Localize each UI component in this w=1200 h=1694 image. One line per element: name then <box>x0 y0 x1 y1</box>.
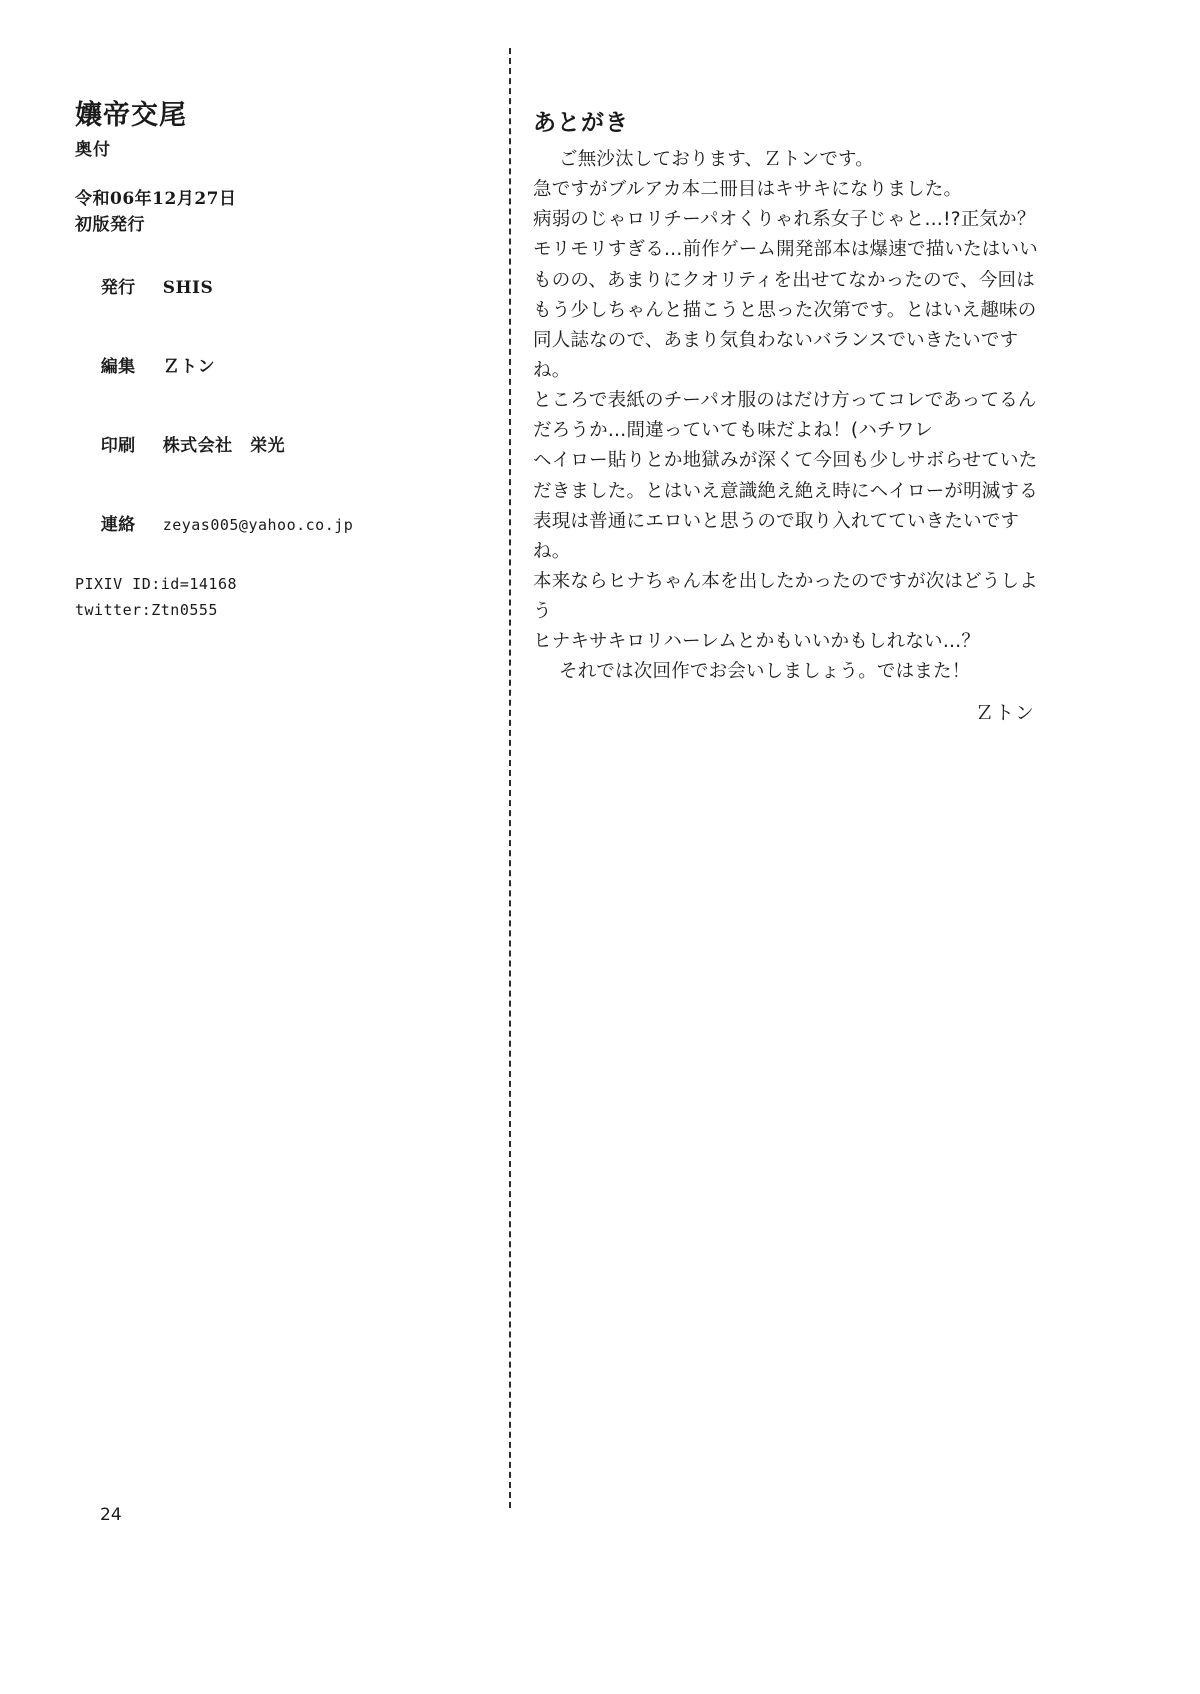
afterword-line: 表現は普通にエロいと思うので取り入れてていきたいですね。 <box>533 510 1020 562</box>
book-title: 孃帝交尾 <box>75 100 187 131</box>
page-number: 24 <box>100 1505 122 1525</box>
colophon-row-publisher <box>75 249 475 328</box>
pixiv-id: PIXIV ID:id=14168 <box>75 574 238 593</box>
publisher-value: SHIS <box>162 278 214 299</box>
afterword-line: 本来ならヒナちゃん本を出したかったのですが次はどうしよう <box>533 570 1038 623</box>
afterword-body <box>533 145 1053 688</box>
afterword-line: 病弱のじゃロリチーパオくりゃれ系女子じゃと…!?正気か？ <box>533 209 1036 231</box>
afterword-line: もう少しちゃんと描こうと思った次第です。とはいえ趣味の <box>533 299 1037 321</box>
editor-value: Ｚトン <box>162 357 216 378</box>
page-divider <box>509 48 511 1508</box>
colophon-row-editor <box>75 328 475 407</box>
afterword-line: ヘイロー貼りとか地獄みが深くて今回も少しサボらせていた <box>533 450 1038 472</box>
afterword-line: だろうか…間違っていても味だよね！(ハチワレ <box>533 420 934 442</box>
publisher-label: 発行 <box>100 278 136 299</box>
afterword-block <box>533 104 1053 725</box>
afterword-line: 急ですがブルアカ本二冊目はキサキになりました。 <box>533 179 963 201</box>
afterword-line: それでは次回作でお会いしましょう。ではまた！ <box>559 661 971 683</box>
printer-label: 印刷 <box>100 436 136 457</box>
edition-info: 初版発行 <box>75 215 145 236</box>
colophon-heading: 奥付 <box>75 140 111 161</box>
afterword-line: モリモリすぎる…前作ゲーム開発部本は爆速で描いたはいい <box>533 239 1038 261</box>
author-signature: Ｚトン <box>974 701 1035 724</box>
afterword-line: ご無沙汰しております、Ｚトンです。 <box>559 149 874 170</box>
printer-value: 株式会社 栄光 <box>162 436 286 457</box>
contact-email: zeyas005@yahoo.co.jp <box>162 516 354 535</box>
colophon-row-contact <box>75 486 475 565</box>
afterword-heading: あとがき <box>533 110 629 136</box>
afterword-line: だきました。とはいえ意識絶え絶え時にヘイローが明滅する <box>533 480 1038 502</box>
afterword-line: ものの、あまりにクオリティを出せてなかったので、今回は <box>533 269 1035 291</box>
contact-label: 連絡 <box>100 515 136 536</box>
afterword-line: 同人誌なので、あまり気負わないバランスでいきたいですね。 <box>533 329 1019 381</box>
afterword-line: ところで表紙のチーパオ服のはだけ方ってコレであってるん <box>533 390 1037 412</box>
afterword-line: ヒナキサキロリハーレムとかもいいかもしれない…？ <box>533 631 981 653</box>
editor-label: 編集 <box>100 357 136 378</box>
twitter-handle: twitter:Ztn0555 <box>75 601 218 620</box>
publication-date: 令和06年12月27日 <box>75 189 237 210</box>
colophon-row-printer <box>75 407 475 486</box>
colophon-block <box>75 100 475 623</box>
